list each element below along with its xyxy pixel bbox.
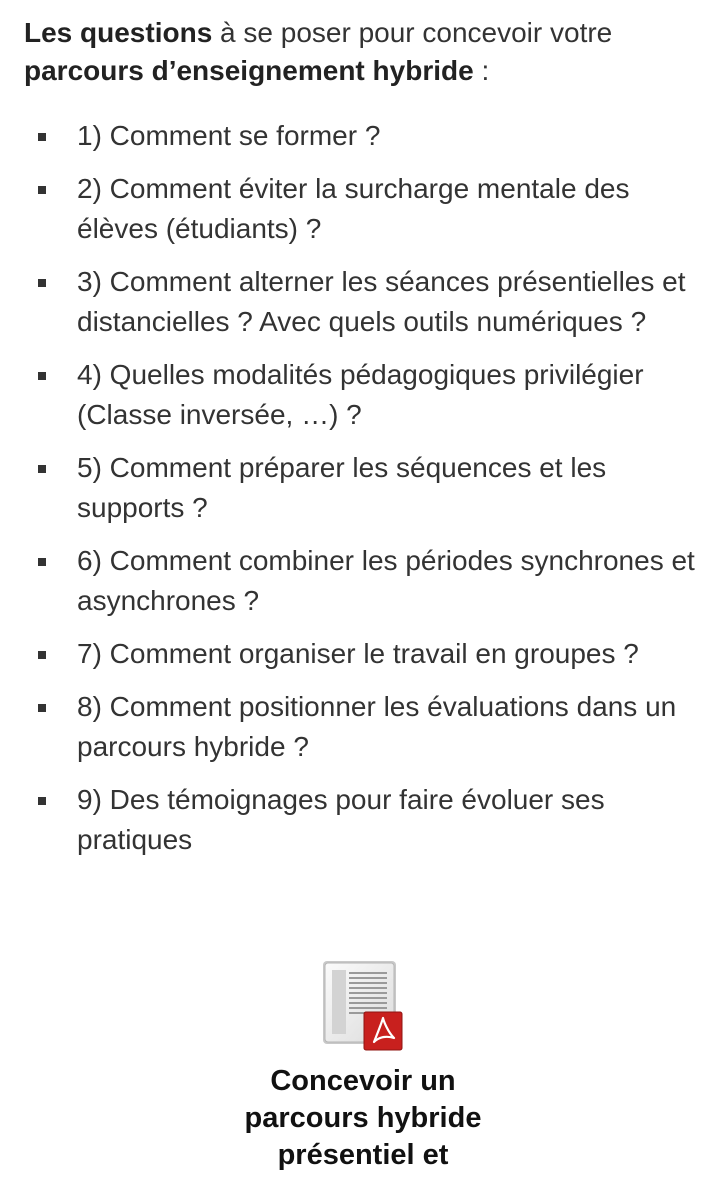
list-item [0, 780, 726, 860]
intro-bold-parcours: parcours d’enseignement hybride [24, 55, 474, 86]
list-item [0, 169, 726, 249]
list-item [0, 262, 726, 342]
bullet-icon [38, 279, 46, 287]
list-item [0, 541, 726, 621]
pdf-file-title[interactable]: Concevoir un parcours hybride présentiel et [244, 1065, 482, 1171]
list-item [0, 634, 726, 674]
pdf-download-link[interactable] [0, 958, 726, 1174]
intro-colon: : [473, 55, 490, 86]
bullet-icon [38, 133, 46, 141]
question-text: 4) Quelles modalités pédagogiques privilégier (Classe inversée, …) ? [77, 359, 644, 430]
question-text: 2) Comment éviter la surcharge mentale des élèves (étudiants) ? [77, 173, 630, 244]
question-text: 9) Des témoignages pour faire évoluer ses pratiques [77, 784, 605, 855]
pdf-document-icon[interactable] [318, 958, 408, 1054]
intro-text: à se poser pour concevoir votre [212, 17, 613, 48]
list-item [0, 448, 726, 528]
bullet-icon [38, 651, 46, 659]
bullet-icon [38, 186, 46, 194]
list-item [0, 687, 726, 767]
question-text: 1) Comment se former ? [77, 120, 381, 151]
bullet-icon [38, 372, 46, 380]
intro-paragraph [24, 14, 704, 90]
list-item [0, 116, 726, 156]
question-text: 5) Comment préparer les séquences et les supports ? [77, 452, 607, 523]
question-text: 7) Comment organiser le travail en groupes ? [77, 638, 639, 669]
bullet-icon [38, 558, 46, 566]
questions-list [0, 116, 726, 873]
question-text: 3) Comment alterner les séances présentielles et distancielles ? Avec quels outils numériques ? [77, 266, 686, 337]
question-text: 8) Comment positionner les évaluations dans un parcours hybride ? [77, 691, 677, 762]
question-text: 6) Comment combiner les périodes synchrones et asynchrones ? [77, 545, 695, 616]
bullet-icon [38, 797, 46, 805]
list-item [0, 355, 726, 435]
intro-bold-questions: Les questions [24, 17, 213, 48]
bullet-icon [38, 465, 46, 473]
bullet-icon [38, 704, 46, 712]
